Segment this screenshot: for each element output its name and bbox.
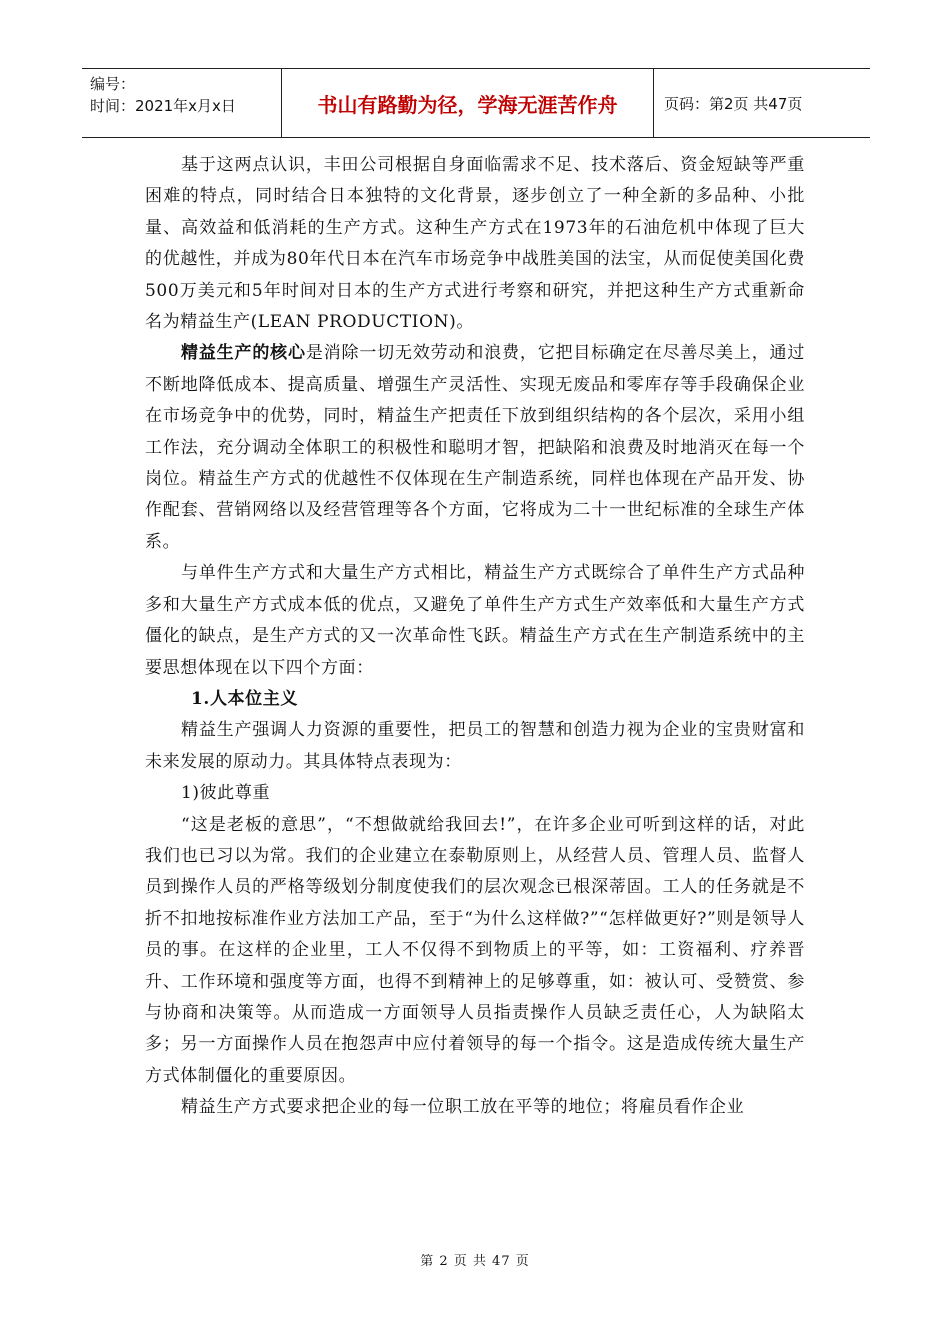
paragraph: 与单件生产方式和大量生产方式相比，精益生产方式既综合了单件生产方式品种多和大量生产方式成本低的优点，又避免了单件生产方式生产效率低和大量生产方式僵化的缺点，是生产方式的又一次革命性飞跃。精益生产方式在生产制造系统中的主要思想体现在以下四个方面：: [145, 563, 805, 678]
bold-lead: 精益生产的核心: [181, 343, 306, 364]
document-body: [145, 150, 805, 1124]
paragraph: 精益生产方式要求把企业的每一位职工放在平等的地位；将雇员看作企业: [181, 1097, 745, 1118]
paragraph-text: 是消除一切无效劳动和浪费，它把目标确定在尽善尽美上，通过不断地降低成本、提高质量、增强生产灵活性、实现无废品和零库存等手段确保企业在市场竞争中的优势，同时，精益生产把责任下放到组织结构的各个层次，采用小组工作法，充分调动全体职工的积极性和聪明才智，把缺陷和浪费及时地消灭在每一个岗位。精益生产方式的优越性不仅体现在生产制造系统，同样也体现在产品开发、协作配套、营销网络以及经营管理等各个方面，它将成为二十一世纪标准的全球生产体系。: [145, 343, 805, 552]
sub-heading: 1)彼此尊重: [181, 783, 271, 804]
header-motto: 书山有路勤为径，学海无涯苦作舟: [282, 69, 654, 137]
header-meta: [82, 69, 282, 137]
page-footer: 第 2 页 共 47 页: [420, 1254, 530, 1269]
section-heading: 1.人本位主义: [191, 688, 298, 709]
paragraph: 精益生产强调人力资源的重要性，把员工的智慧和创造力视为企业的宝贵财富和未来发展的原动力。其具体特点表现为：: [145, 720, 805, 772]
document-number-label: 编号：: [90, 75, 136, 93]
header-page-info: 页码：第2页 共47页: [664, 94, 803, 113]
page-header: [82, 68, 870, 138]
paragraph: “这是老板的意思”，“不想做就给我回去!”，在许多企业可听到这样的话，对此我们也已习以为常。我们的企业建立在泰勒原则上，从经营人员、管理人员、监督人员到操作人员的严格等级划分制度使我们的层次观念已根深蒂固。工人的任务就是不折不扣地按标准作业方法加工产品，至于“为什么这样做?”“怎样做更好?”则是领导人员的事。在这样的企业里，工人不仅得不到物质上的平等，如：工资福利、疗养晋升、工作环境和强度等方面，也得不到精神上的足够尊重，如：被认可、受赞赏、参与协商和决策等。从而造成一方面领导人员指责操作人员缺乏责任心，人为缺陷太多；另一方面操作人员在抱怨声中应付着领导的每一个指令。这是造成传统大量生产方式体制僵化的重要原因。: [145, 814, 805, 1086]
document-date: 时间：2021年x月x日: [90, 97, 236, 115]
paragraph: 基于这两点认识，丰田公司根据自身面临需求不足、技术落后、资金短缺等严重困难的特点，同时结合日本独特的文化背景，逐步创立了一种全新的多品种、小批量、高效益和低消耗的生产方式。这种生产方式在1973年的石油危机中体现了巨大的优越性，并成为80年代日本在汽车市场竞争中战胜美国的法宝，从而促使美国化费500万美元和5年时间对日本的生产方式进行考察和研究，并把这种生产方式重新命名为精益生产(LEAN PRODUCTION)。: [145, 155, 805, 333]
paragraph: [145, 338, 805, 558]
